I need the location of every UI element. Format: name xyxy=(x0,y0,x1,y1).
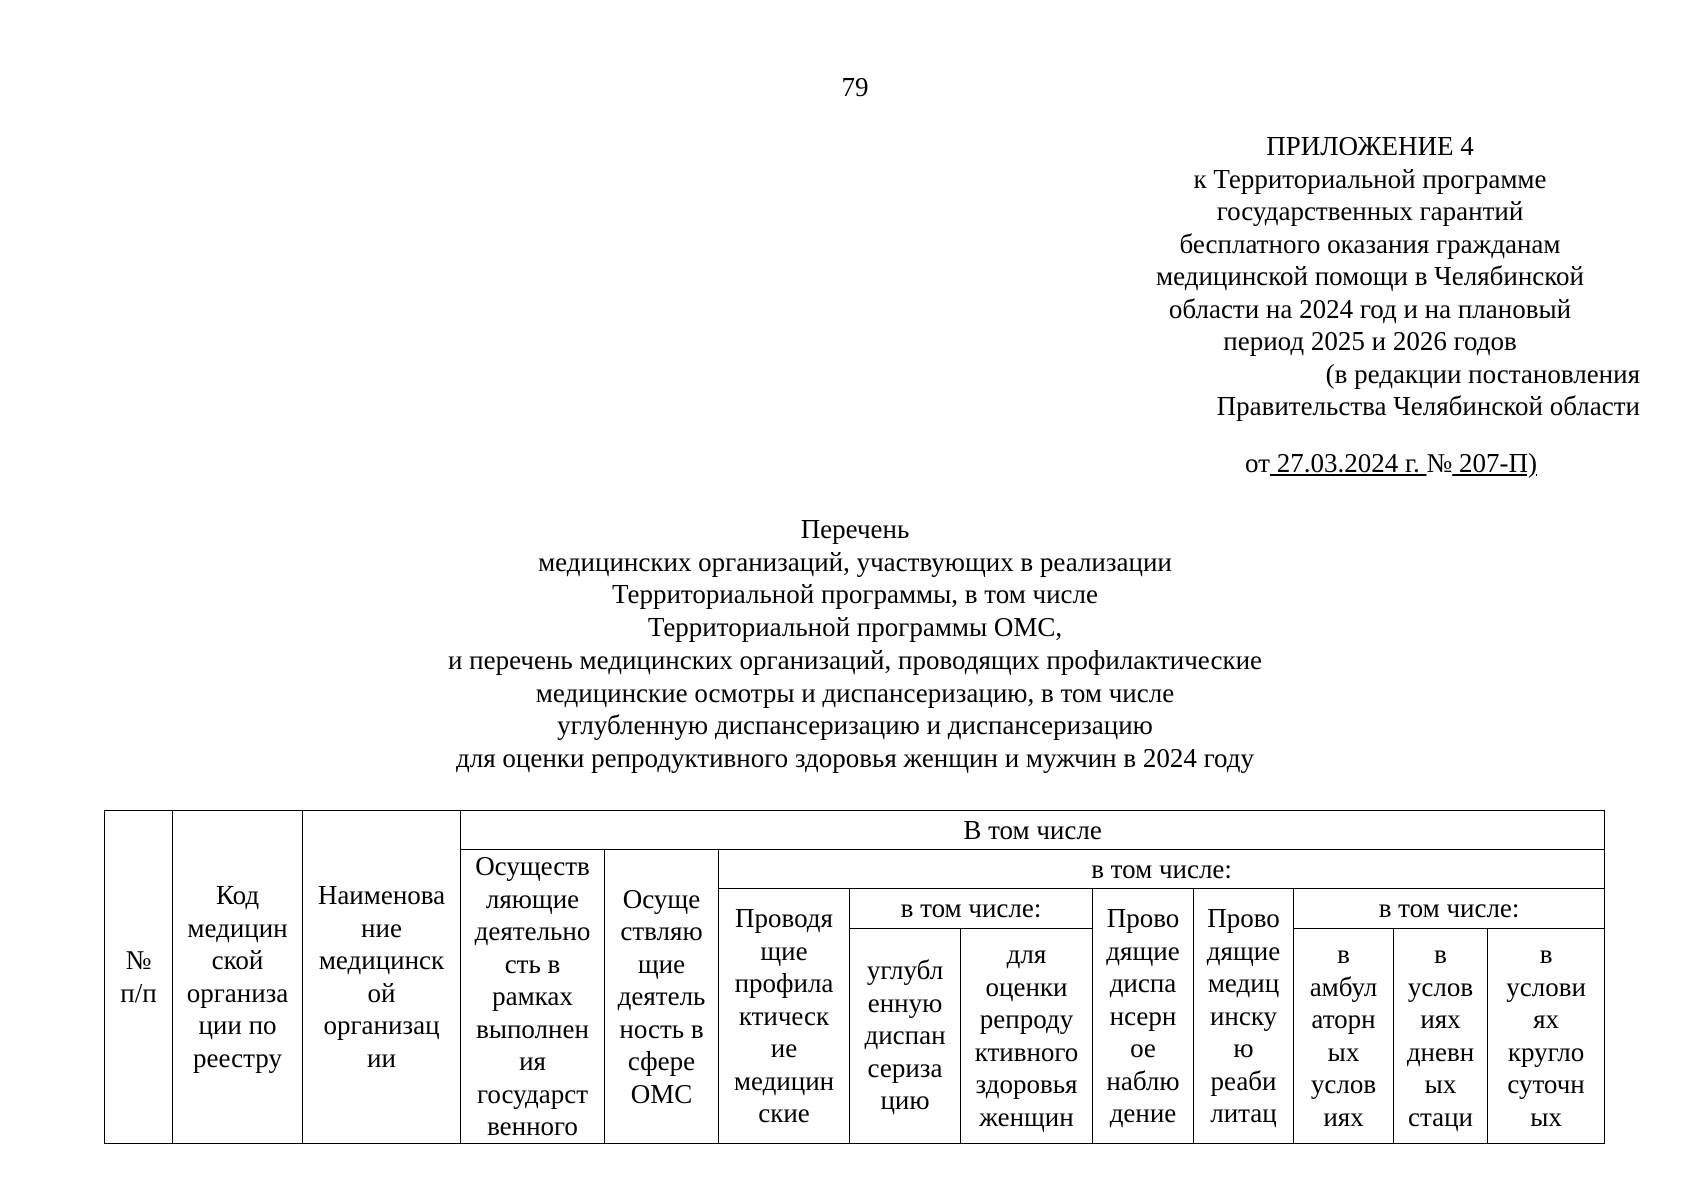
header-rehab: Прово дящие медиц инску ю реаби литац xyxy=(1194,889,1294,1144)
title-line: медицинских организаций, участвующих в реализации xyxy=(538,546,1172,577)
title-line: Перечень xyxy=(800,514,910,544)
header-day-hospital: в услов иях дневн ых стаци xyxy=(1394,928,1488,1143)
header-including-sub3: в том числе: xyxy=(1294,889,1605,929)
document-title xyxy=(0,513,1698,775)
title-line: для оценки репродуктивного здоровья женщин и мужчин в 2024 году xyxy=(456,742,1254,773)
header-dispensary: Прово дящие диспа нсерн ое наблю дение xyxy=(1093,889,1194,1144)
header-outpatient: в амбул аторн ых услов иях xyxy=(1294,928,1394,1143)
header-preventive: Проводя щие профила ктическ ие медицин ские xyxy=(719,889,850,1144)
header-org-code: Код медицин ской организа ции по реестру xyxy=(173,811,303,1144)
decree-number-sign: № xyxy=(1426,448,1453,478)
appendix-line: области на 2024 год и на плановый xyxy=(1168,293,1572,324)
title-line: углубленную диспансеризацию и диспансеризацию xyxy=(557,710,1153,741)
header-num: № п/п xyxy=(105,811,173,1144)
header-in-depth: углубл енную диспан сериза цию xyxy=(850,928,961,1143)
appendix-line: период 2025 и 2026 годов xyxy=(1223,326,1517,356)
header-reproductive: для оценки репроду ктивного здоровья женщин xyxy=(961,928,1093,1143)
title-line: медицинские осмотры и диспансеризацию, в том числе xyxy=(535,677,1175,708)
header-round-clock: в услови ях кругло суточн ых xyxy=(1488,928,1605,1143)
decree-prefix: от xyxy=(1245,448,1270,478)
appendix-line: бесплатного оказания гражданам xyxy=(1179,228,1561,259)
appendix-header: ПРИЛОЖЕНИЕ 4 xyxy=(1266,131,1474,161)
appendix-line: государственных гарантий xyxy=(1216,196,1524,226)
header-including-sub2: в том числе: xyxy=(850,889,1093,929)
organizations-table xyxy=(104,810,1605,1144)
appendix-edition-line: (в редакции постановления xyxy=(1325,358,1640,389)
title-line: и перечень медицинских организаций, проводящих профилактические xyxy=(447,644,1263,675)
header-including-sub: в том числе: xyxy=(719,850,1605,889)
appendix-block xyxy=(1100,130,1640,423)
decree-reference xyxy=(1245,448,1537,479)
title-line: Территориальной программы, в том числе xyxy=(612,579,1098,610)
decree-number: 207-П) xyxy=(1452,448,1537,478)
header-state-task: Осуществ ляющие деятельно сть в рамках выполнен ия государст венного xyxy=(461,850,605,1144)
title-line: Территориальной программы ОМС, xyxy=(647,612,1063,643)
header-oms: Осуще ствляю щие деятель ность в сфере ОМС xyxy=(605,850,719,1144)
page-number: 79 xyxy=(841,72,869,102)
header-org-name: Наименова ние медицинск ой организац ии xyxy=(303,811,461,1144)
appendix-line: медицинской помощи в Челябинской xyxy=(1156,261,1584,291)
header-including: В том числе xyxy=(461,811,1605,850)
appendix-line: к Территориальной программе xyxy=(1193,163,1547,194)
appendix-edition-line: Правительства Челябинской области xyxy=(1216,391,1640,421)
decree-date: 27.03.2024 г. xyxy=(1269,448,1427,478)
